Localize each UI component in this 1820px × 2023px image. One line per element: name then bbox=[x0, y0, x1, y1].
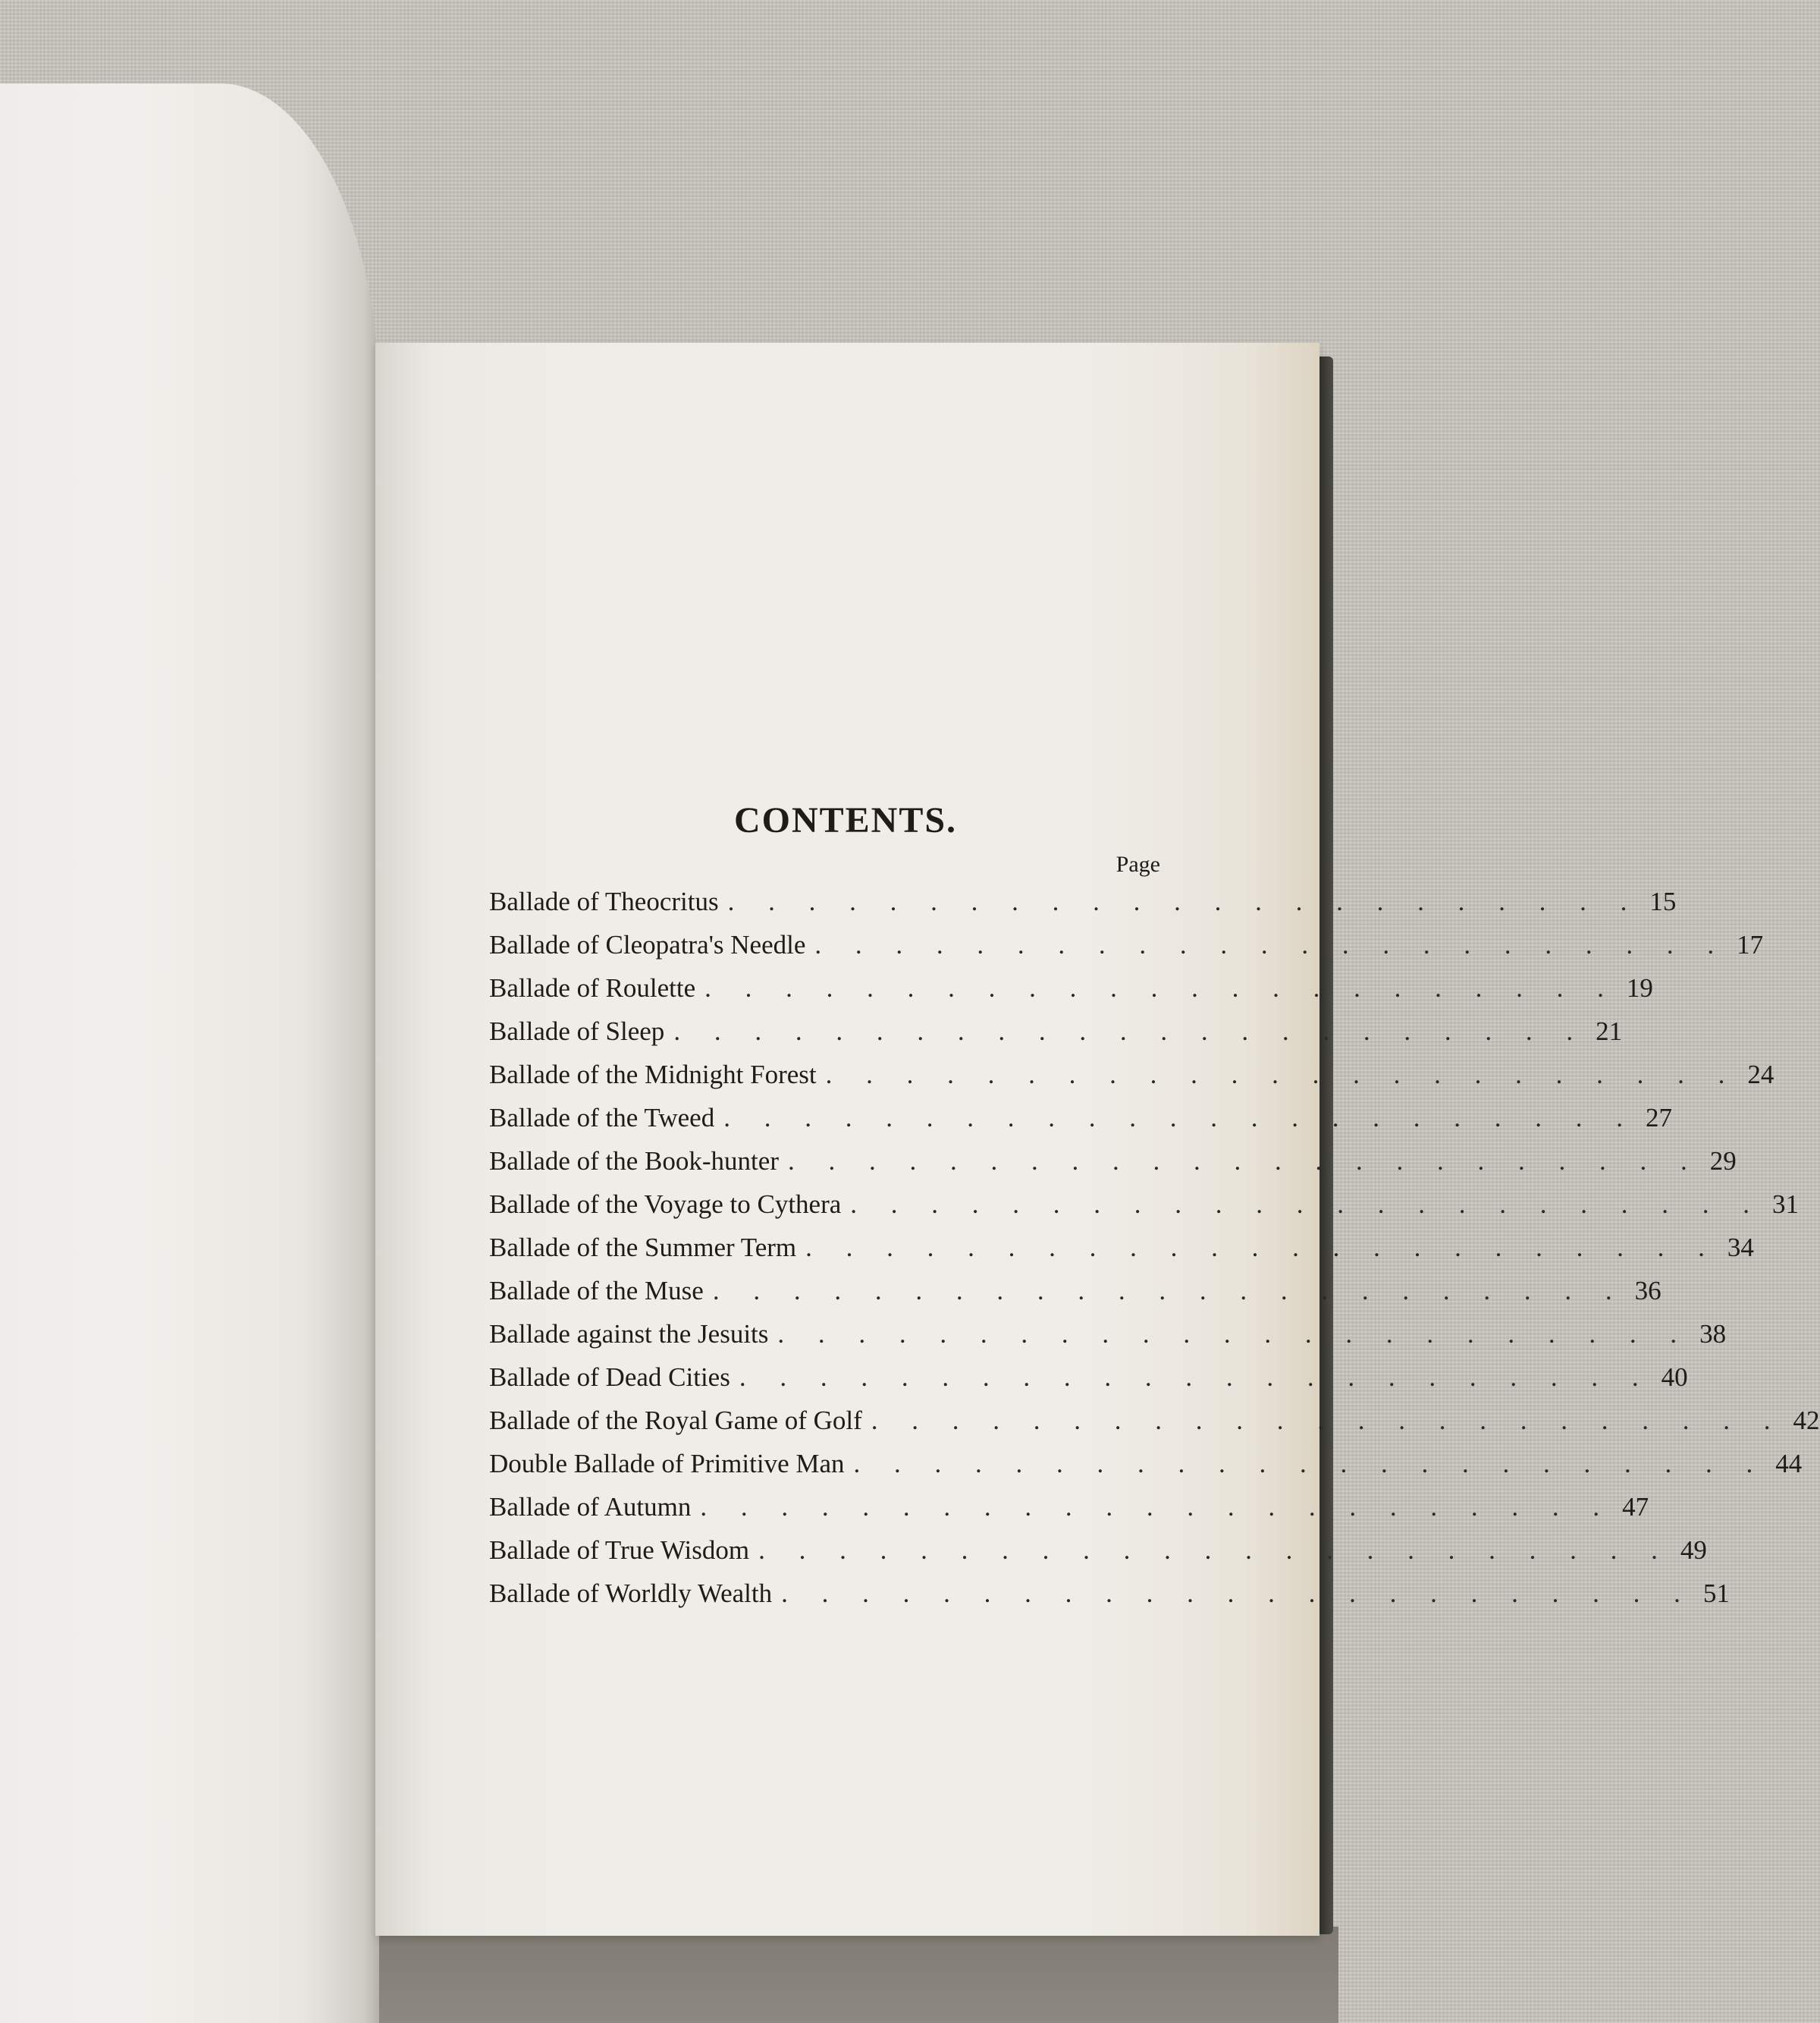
entry-page-number: 49 bbox=[1680, 1535, 1707, 1565]
entry-page-number: 47 bbox=[1622, 1492, 1649, 1522]
dot-leader: . . . . . . . . . . . . . . . . . . . . . . . bbox=[739, 1362, 1652, 1392]
dot-leader: . . . . . . . . . . . . . . . . . . . . . . . bbox=[850, 1189, 1764, 1219]
entry-page-number: 19 bbox=[1626, 973, 1653, 1003]
entry-title: Ballade of the Midnight Forest bbox=[489, 1060, 817, 1089]
entry-page-number: 38 bbox=[1699, 1319, 1727, 1349]
dot-leader: . . . . . . . . . . . . . . . . . . . . . . . bbox=[704, 973, 1618, 1003]
entry-page-number: 24 bbox=[1747, 1060, 1774, 1089]
contents-entry bbox=[489, 1528, 1707, 1572]
contents-entry bbox=[489, 1269, 1662, 1312]
entry-page-number: 40 bbox=[1661, 1362, 1688, 1392]
contents-entry bbox=[489, 1226, 1754, 1269]
dot-leader: . . . . . . . . . . . . . . . . . . . . . . . bbox=[673, 1016, 1587, 1046]
dot-leader: . . . . . . . . . . . . . . . . . . . . . . . bbox=[814, 930, 1728, 960]
entry-title: Ballade of Sleep bbox=[489, 1016, 665, 1046]
entry-page-number: 51 bbox=[1702, 1579, 1730, 1608]
entry-page-number: 15 bbox=[1649, 887, 1677, 916]
contents-entry bbox=[489, 1485, 1649, 1528]
entry-page-number: 27 bbox=[1645, 1103, 1672, 1132]
dot-leader: . . . . . . . . . . . . . . . . . . . . . . . bbox=[781, 1579, 1694, 1608]
book-shadow bbox=[300, 1927, 1338, 2023]
entry-title: Ballade of Roulette bbox=[489, 973, 696, 1003]
dot-leader: . . . . . . . . . . . . . . . . . . . . . . . bbox=[825, 1060, 1739, 1089]
entry-title: Ballade of the Book-hunter bbox=[489, 1146, 779, 1176]
dot-leader: . . . . . . . . . . . . . . . . . . . . . . . bbox=[758, 1535, 1671, 1565]
entry-page-number: 29 bbox=[1709, 1146, 1737, 1176]
entry-page-number: 21 bbox=[1596, 1016, 1623, 1046]
contents-entry bbox=[489, 1096, 1672, 1139]
entry-page-number: 42 bbox=[1793, 1406, 1820, 1435]
dot-leader: . . . . . . . . . . . . . . . . . . . . . . . bbox=[787, 1146, 1701, 1176]
entry-title: Ballade of the Muse bbox=[489, 1276, 704, 1305]
left-page-blank bbox=[0, 83, 379, 2023]
entry-page-number: 34 bbox=[1727, 1233, 1754, 1262]
page-column-header: Page bbox=[1116, 852, 1160, 877]
entry-title: Ballade of True Wisdom bbox=[489, 1535, 750, 1565]
entry-title: Ballade of the Tweed bbox=[489, 1103, 715, 1132]
contents-entry bbox=[489, 1442, 1803, 1485]
entry-page-number: 17 bbox=[1737, 930, 1764, 960]
entry-title: Ballade of the Voyage to Cythera bbox=[489, 1189, 842, 1219]
contents-entry bbox=[489, 1399, 1820, 1442]
dot-leader: . . . . . . . . . . . . . . . . . . . . . . . bbox=[712, 1276, 1626, 1305]
contents-heading: CONTENTS. bbox=[733, 800, 958, 840]
entry-title: Ballade of the Royal Game of Golf bbox=[489, 1406, 862, 1435]
entry-title: Double Ballade of Primitive Man bbox=[489, 1449, 845, 1478]
contents-entry bbox=[489, 1312, 1727, 1355]
right-page bbox=[375, 343, 1820, 1936]
dot-leader: . . . . . . . . . . . . . . . . . . . . . . . bbox=[853, 1449, 1767, 1478]
dot-leader: . . . . . . . . . . . . . . . . . . . . . . . bbox=[700, 1492, 1614, 1522]
table-of-contents bbox=[489, 798, 1820, 1615]
contents-entry bbox=[489, 1139, 1737, 1183]
entry-title: Ballade against the Jesuits bbox=[489, 1319, 769, 1349]
dot-leader: . . . . . . . . . . . . . . . . . . . . . . . bbox=[727, 887, 1641, 916]
entry-page-number: 36 bbox=[1634, 1276, 1662, 1305]
dot-leader: . . . . . . . . . . . . . . . . . . . . . . . bbox=[871, 1406, 1784, 1435]
contents-entry bbox=[489, 966, 1653, 1010]
entry-title: Ballade of the Summer Term bbox=[489, 1233, 797, 1262]
entry-title: Ballade of Theocritus bbox=[489, 887, 719, 916]
contents-list bbox=[489, 880, 1820, 1615]
entry-title: Ballade of Dead Cities bbox=[489, 1362, 730, 1392]
contents-entry bbox=[489, 1355, 1688, 1399]
contents-entry bbox=[489, 1183, 1800, 1226]
entry-title: Ballade of Cleopatra's Needle bbox=[489, 930, 806, 960]
entry-page-number: 44 bbox=[1775, 1449, 1803, 1478]
contents-entry bbox=[489, 1053, 1774, 1096]
contents-entry bbox=[489, 1572, 1730, 1615]
dot-leader: . . . . . . . . . . . . . . . . . . . . . . . bbox=[723, 1103, 1636, 1132]
entry-page-number: 31 bbox=[1772, 1189, 1800, 1219]
contents-entry bbox=[489, 923, 1764, 966]
entry-title: Ballade of Autumn bbox=[489, 1492, 692, 1522]
dot-leader: . . . . . . . . . . . . . . . . . . . . . . . bbox=[805, 1233, 1718, 1262]
entry-title: Ballade of Worldly Wealth bbox=[489, 1579, 773, 1608]
contents-entry bbox=[489, 1010, 1623, 1053]
dot-leader: . . . . . . . . . . . . . . . . . . . . . . . bbox=[777, 1319, 1691, 1349]
contents-entry bbox=[489, 880, 1677, 923]
